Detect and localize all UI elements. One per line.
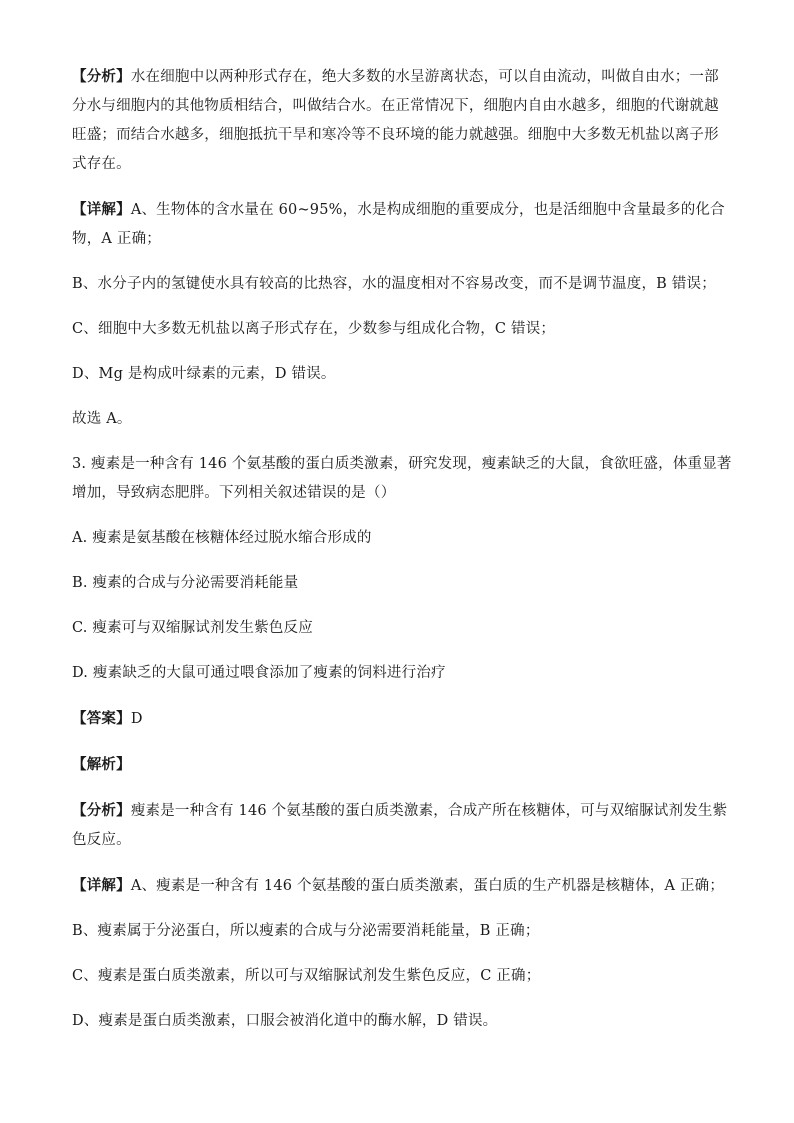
explanation-c-2: C、瘦素是蛋白质类激素，所以可与双缩脲试剂发生紫色反应，C 正确； xyxy=(72,968,541,984)
explanation-b-1: B、水分子内的氢键使水具有较高的比热容，水的温度相对不容易改变，而不是调节温度，B 错误； xyxy=(72,276,716,292)
option-a: A. 瘦素是氨基酸在核糖体经过脱水缩合形成的 xyxy=(72,530,372,546)
analysis-label-2: 【分析】 xyxy=(72,802,131,819)
document-page xyxy=(72,62,732,1052)
analysis-paragraph-1 xyxy=(72,62,732,179)
answer-line xyxy=(72,704,732,734)
option-c: C. 瘦素可与双缩脲试剂发生紫色反应 xyxy=(72,620,313,636)
detail-text-2: A、瘦素是一种含有 146 个氨基酸的蛋白质类激素，蛋白质的生产机器是核糖体，A 正确； xyxy=(130,878,725,894)
detail-paragraph-2 xyxy=(72,871,732,901)
answer-label: 【答案】 xyxy=(72,710,131,727)
choose-line-1: 故选 A。 xyxy=(72,411,132,427)
detail-label-1: 【详解】 xyxy=(72,201,131,218)
explanation-d-2: D、瘦素是蛋白质类激素，口服会被消化道中的酶水解，D 错误。 xyxy=(72,1013,498,1029)
answer-value: D xyxy=(130,711,143,727)
explanation-b-2: B、瘦素属于分泌蛋白，所以瘦素的合成与分泌需要消耗能量，B 正确； xyxy=(72,923,540,939)
analysis-text-2: 瘦素是一种含有 146 个氨基酸的蛋白质类激素，合成产所在核糖体，可与双缩脲试剂发生紫色反应。 xyxy=(72,803,728,848)
analysis-paragraph-2 xyxy=(72,796,732,855)
option-b: B. 瘦素的合成与分泌需要消耗能量 xyxy=(72,575,299,591)
explain-heading xyxy=(72,750,732,780)
detail-text-1: A、生物体的含水量在 60~95%，水是构成细胞的重要成分，也是活细胞中含量最多的化合物，A 正确； xyxy=(72,202,725,247)
detail-paragraph-1 xyxy=(72,195,732,254)
analysis-text-1: 水在细胞中以两种形式存在，绝大多数的水呈游离状态，可以自由流动，叫做自由水；一部分水与细胞内的其他物质相结合，叫做结合水。在正常情况下，细胞内自由水越多，细胞的代谢就越旺盛；而结合水越多，细胞抵抗干旱和寒冷等不良环境的能力就越强。细胞中大多数无机盐以离子形式存在。 xyxy=(72,69,719,172)
detail-label-2: 【详解】 xyxy=(72,877,131,894)
explanation-d-1: D、Mg 是构成叶绿素的元素，D 错误。 xyxy=(72,366,336,382)
analysis-label-1: 【分析】 xyxy=(72,68,131,85)
explanation-c-1: C、细胞中大多数无机盐以离子形式存在，少数参与组成化合物，C 错误； xyxy=(72,321,556,337)
explain-label: 【解析】 xyxy=(72,756,131,773)
option-d: D. 瘦素缺乏的大鼠可通过喂食添加了瘦素的饲料进行治疗 xyxy=(72,665,446,681)
question-3-stem: 3. 瘦素是一种含有 146 个氨基酸的蛋白质类激素，研究发现，瘦素缺乏的大鼠，食欲旺盛，体重显著增加，导致病态肥胖。下列相关叙述错误的是（） xyxy=(72,456,732,501)
